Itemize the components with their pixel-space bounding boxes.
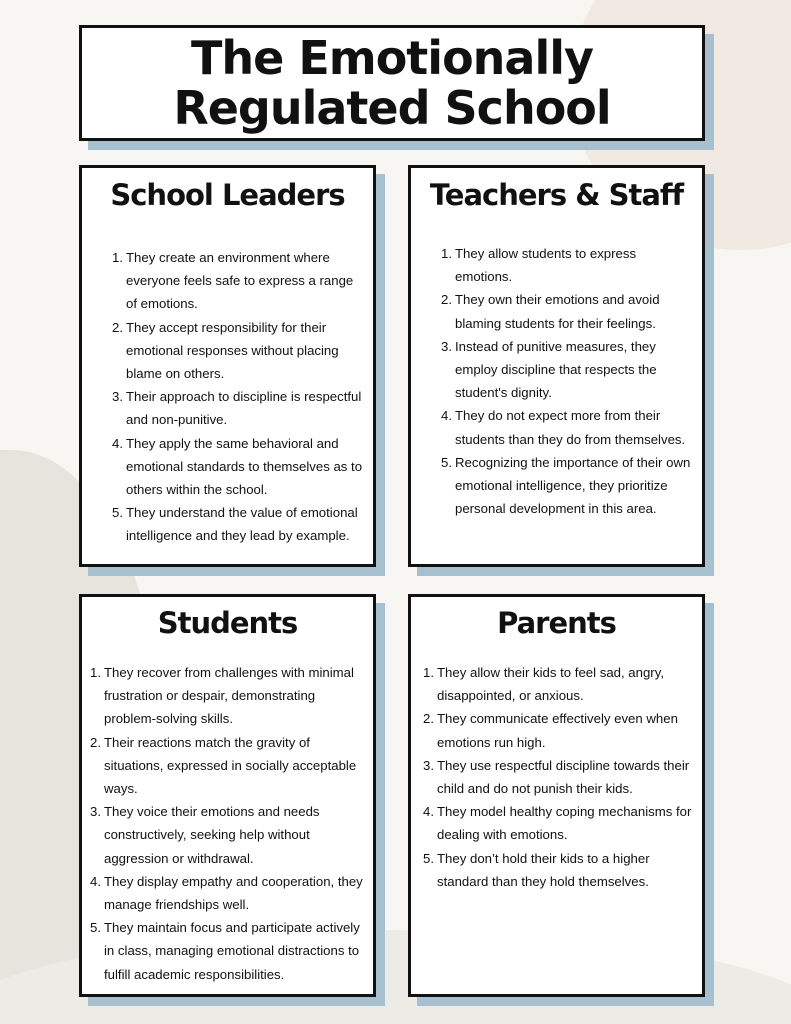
list-item-text: They don’t hold their kids to a higher standard than they hold themselves.	[437, 850, 650, 889]
list-item	[112, 385, 367, 431]
list-item-text: They allow students to express emotions.	[455, 246, 637, 285]
list-item	[90, 870, 367, 916]
list-item-text: They apply the same behavioral and emotional standards to themselves as to others within the school.	[126, 435, 363, 498]
list-number: 5.	[112, 505, 123, 521]
list-item	[423, 847, 696, 893]
parents-list	[423, 661, 696, 893]
list-number: 3.	[423, 757, 434, 773]
list-item	[112, 246, 367, 316]
students-list	[90, 661, 367, 986]
students-heading: Students	[157, 606, 298, 640]
list-number: 3.	[112, 389, 123, 405]
list-item-text: They communicate effectively even when emotions run high.	[437, 711, 678, 750]
list-item-text: Their approach to discipline is respectful and non-punitive.	[126, 389, 362, 428]
list-item	[441, 335, 696, 405]
list-number: 4.	[441, 408, 452, 424]
title-box	[79, 25, 705, 141]
list-item	[90, 800, 367, 870]
list-number: 4.	[90, 873, 101, 889]
list-number: 2.	[112, 319, 123, 335]
list-item-text: They recover from challenges with minimal frustration or despair, demonstrating problem-solving skills.	[104, 665, 354, 727]
list-item-text: They own their emotions and avoid blaming students for their feelings.	[455, 292, 660, 331]
list-number: 4.	[112, 435, 123, 451]
list-item-text: They do not expect more from their students than they do from themselves.	[455, 408, 686, 447]
list-item	[441, 242, 696, 288]
list-item	[441, 288, 696, 334]
list-item-text: They voice their emotions and needs constructively, seeking help without aggression or withdrawal.	[104, 804, 320, 866]
list-number: 2.	[90, 734, 101, 750]
list-item-text: Their reactions match the gravity of situations, expressed in socially acceptable ways.	[104, 734, 357, 797]
list-item	[423, 707, 696, 753]
school-leaders-list	[112, 246, 367, 548]
list-item-text: They accept responsibility for their emotional responses without placing blame on others.	[126, 319, 339, 382]
list-item	[423, 800, 696, 846]
list-item	[90, 661, 367, 731]
teachers-staff-heading: Teachers & Staff	[429, 178, 684, 212]
list-item-text: They use respectful discipline towards their child and do not punish their kids.	[437, 757, 690, 797]
list-number: 5.	[441, 454, 452, 470]
list-item	[112, 501, 367, 547]
list-item-text: Instead of punitive measures, they employ discipline that respects the student's dignity.	[455, 338, 657, 401]
list-number: 1.	[90, 665, 101, 680]
list-number: 2.	[423, 711, 434, 727]
teachers-staff-list	[441, 242, 696, 520]
list-number: 5.	[423, 850, 434, 866]
list-number: 1.	[112, 250, 123, 265]
list-item-text: They allow their kids to feel sad, angry, disappointed, or anxious.	[437, 665, 664, 704]
school-leaders-card	[79, 165, 376, 567]
title-line-2: Regulated School	[173, 81, 611, 135]
title-line-1: The Emotionally	[191, 31, 593, 85]
list-number: 3.	[441, 338, 452, 354]
list-number: 4.	[423, 804, 434, 820]
list-item	[441, 404, 696, 450]
list-item	[423, 661, 696, 707]
page-title	[82, 33, 702, 133]
list-item-text: They understand the value of emotional intelligence and they lead by example.	[126, 505, 358, 544]
list-item-text: They maintain focus and participate actively in class, managing emotional distractions to fulfill academic responsibilities.	[104, 920, 360, 982]
teachers-staff-card	[408, 165, 705, 567]
list-item-text: They display empathy and cooperation, they manage friendships well.	[104, 873, 363, 913]
list-item	[90, 731, 367, 801]
list-number: 1.	[423, 665, 434, 680]
list-number: 3.	[90, 804, 101, 820]
list-number: 5.	[90, 920, 101, 936]
list-number: 2.	[441, 292, 452, 308]
parents-heading: Parents	[497, 606, 616, 640]
list-item	[112, 316, 367, 386]
parents-card	[408, 594, 705, 997]
list-item	[90, 916, 367, 986]
list-item	[441, 451, 696, 521]
school-leaders-heading: School Leaders	[110, 178, 345, 212]
list-item-text: Recognizing the importance of their own emotional intelligence, they prioritize personal development in this area.	[455, 454, 691, 517]
list-item	[423, 754, 696, 800]
list-item-text: They model healthy coping mechanisms for dealing with emotions.	[437, 804, 692, 843]
list-item	[112, 432, 367, 502]
list-item-text: They create an environment where everyone feels safe to express a range of emotions.	[126, 250, 354, 312]
list-number: 1.	[441, 246, 452, 261]
students-card	[79, 594, 376, 997]
